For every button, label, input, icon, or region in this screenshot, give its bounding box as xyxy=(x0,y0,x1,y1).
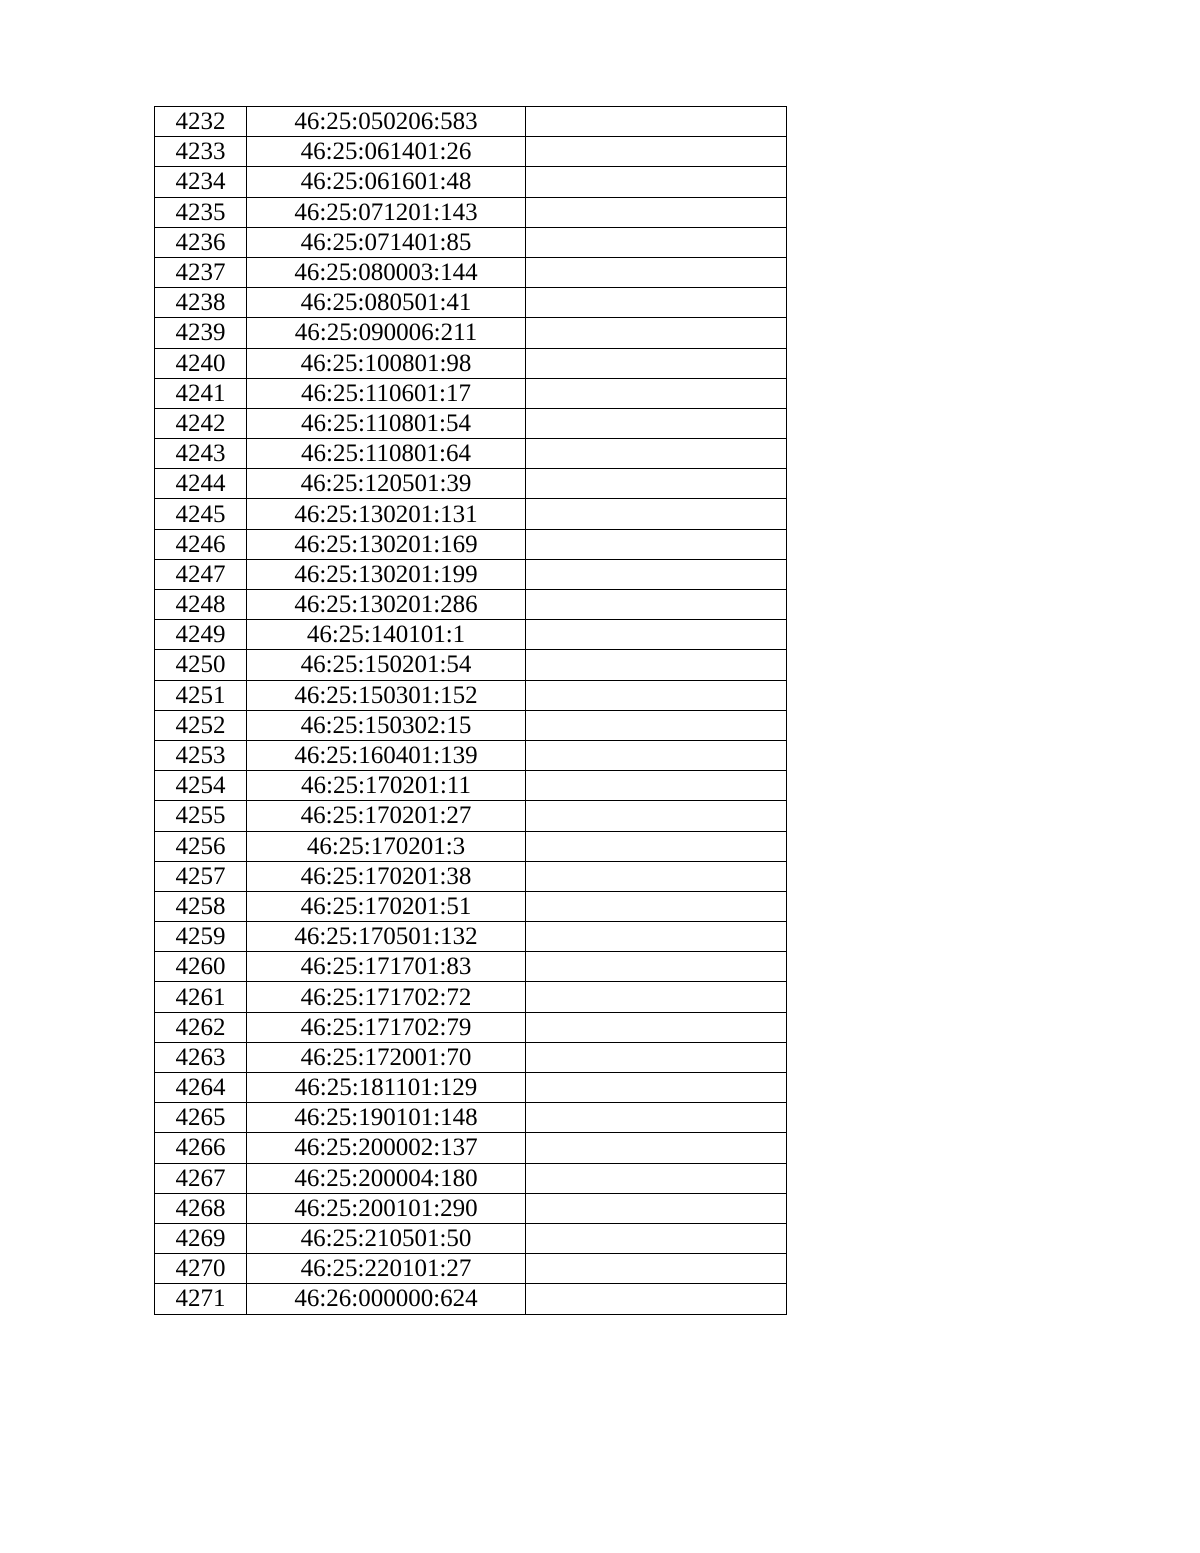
empty-note-cell xyxy=(526,167,787,197)
cadastral-number-cell: 46:25:130201:131 xyxy=(247,499,526,529)
row-number-cell: 4255 xyxy=(155,801,247,831)
row-number-cell: 4251 xyxy=(155,680,247,710)
table-row xyxy=(155,439,787,469)
cadastral-number-cell: 46:25:200004:180 xyxy=(247,1163,526,1193)
empty-note-cell xyxy=(526,529,787,559)
table-row xyxy=(155,1073,787,1103)
cadastral-number-cell: 46:25:140101:1 xyxy=(247,620,526,650)
cadastral-number-cell: 46:26:000000:624 xyxy=(247,1284,526,1314)
cadastral-number-cell: 46:25:090006:211 xyxy=(247,318,526,348)
row-number-cell: 4235 xyxy=(155,197,247,227)
empty-note-cell xyxy=(526,1133,787,1163)
cadastral-number-cell: 46:25:110801:64 xyxy=(247,439,526,469)
empty-note-cell xyxy=(526,952,787,982)
table-row xyxy=(155,348,787,378)
row-number-cell: 4271 xyxy=(155,1284,247,1314)
empty-note-cell xyxy=(526,1012,787,1042)
row-number-cell: 4265 xyxy=(155,1103,247,1133)
cadastral-number-cell: 46:25:130201:169 xyxy=(247,529,526,559)
row-number-cell: 4234 xyxy=(155,167,247,197)
cadastral-number-cell: 46:25:171702:79 xyxy=(247,1012,526,1042)
table-row xyxy=(155,831,787,861)
row-number-cell: 4245 xyxy=(155,499,247,529)
table-row xyxy=(155,650,787,680)
row-number-cell: 4262 xyxy=(155,1012,247,1042)
row-number-cell: 4249 xyxy=(155,620,247,650)
cadastral-number-cell: 46:25:170201:27 xyxy=(247,801,526,831)
table-row xyxy=(155,288,787,318)
row-number-cell: 4242 xyxy=(155,408,247,438)
empty-note-cell xyxy=(526,1073,787,1103)
table-row xyxy=(155,318,787,348)
table-row xyxy=(155,1193,787,1223)
cadastral-number-cell: 46:25:150302:15 xyxy=(247,710,526,740)
cadastral-register-table xyxy=(154,106,787,1315)
cadastral-number-cell: 46:25:160401:139 xyxy=(247,740,526,770)
empty-note-cell xyxy=(526,740,787,770)
cadastral-number-cell: 46:25:220101:27 xyxy=(247,1254,526,1284)
cadastral-number-cell: 46:25:171702:72 xyxy=(247,982,526,1012)
row-number-cell: 4264 xyxy=(155,1073,247,1103)
table-body xyxy=(155,107,787,1315)
row-number-cell: 4240 xyxy=(155,348,247,378)
empty-note-cell xyxy=(526,1193,787,1223)
table-row xyxy=(155,257,787,287)
cadastral-number-cell: 46:25:210501:50 xyxy=(247,1223,526,1253)
empty-note-cell xyxy=(526,439,787,469)
table-row xyxy=(155,469,787,499)
cadastral-number-cell: 46:25:071201:143 xyxy=(247,197,526,227)
empty-note-cell xyxy=(526,620,787,650)
empty-note-cell xyxy=(526,408,787,438)
row-number-cell: 4270 xyxy=(155,1254,247,1284)
row-number-cell: 4248 xyxy=(155,590,247,620)
empty-note-cell xyxy=(526,107,787,137)
row-number-cell: 4253 xyxy=(155,740,247,770)
table-row xyxy=(155,620,787,650)
table-row xyxy=(155,801,787,831)
row-number-cell: 4246 xyxy=(155,529,247,559)
cadastral-number-cell: 46:25:061601:48 xyxy=(247,167,526,197)
empty-note-cell xyxy=(526,197,787,227)
row-number-cell: 4267 xyxy=(155,1163,247,1193)
cadastral-number-cell: 46:25:170201:38 xyxy=(247,861,526,891)
empty-note-cell xyxy=(526,801,787,831)
empty-note-cell xyxy=(526,137,787,167)
empty-note-cell xyxy=(526,1103,787,1133)
row-number-cell: 4243 xyxy=(155,439,247,469)
table-row xyxy=(155,107,787,137)
empty-note-cell xyxy=(526,378,787,408)
row-number-cell: 4268 xyxy=(155,1193,247,1223)
table-row xyxy=(155,891,787,921)
empty-note-cell xyxy=(526,1223,787,1253)
row-number-cell: 4259 xyxy=(155,922,247,952)
table-row xyxy=(155,922,787,952)
row-number-cell: 4236 xyxy=(155,227,247,257)
row-number-cell: 4260 xyxy=(155,952,247,982)
empty-note-cell xyxy=(526,710,787,740)
cadastral-number-cell: 46:25:172001:70 xyxy=(247,1042,526,1072)
empty-note-cell xyxy=(526,1163,787,1193)
cadastral-number-cell: 46:25:110601:17 xyxy=(247,378,526,408)
empty-note-cell xyxy=(526,227,787,257)
table-row xyxy=(155,1223,787,1253)
row-number-cell: 4233 xyxy=(155,137,247,167)
table-row xyxy=(155,559,787,589)
cadastral-number-cell: 46:25:170201:3 xyxy=(247,831,526,861)
cadastral-number-cell: 46:25:080501:41 xyxy=(247,288,526,318)
empty-note-cell xyxy=(526,1042,787,1072)
table-row xyxy=(155,1103,787,1133)
table-row xyxy=(155,499,787,529)
empty-note-cell xyxy=(526,680,787,710)
empty-note-cell xyxy=(526,982,787,1012)
cadastral-number-cell: 46:25:100801:98 xyxy=(247,348,526,378)
cadastral-number-cell: 46:25:170501:132 xyxy=(247,922,526,952)
table-row xyxy=(155,590,787,620)
empty-note-cell xyxy=(526,348,787,378)
row-number-cell: 4247 xyxy=(155,559,247,589)
table-row xyxy=(155,197,787,227)
row-number-cell: 4257 xyxy=(155,861,247,891)
table-row xyxy=(155,378,787,408)
cadastral-number-cell: 46:25:110801:54 xyxy=(247,408,526,438)
table-row xyxy=(155,771,787,801)
cadastral-number-cell: 46:25:080003:144 xyxy=(247,257,526,287)
table-row xyxy=(155,710,787,740)
empty-note-cell xyxy=(526,318,787,348)
row-number-cell: 4239 xyxy=(155,318,247,348)
row-number-cell: 4232 xyxy=(155,107,247,137)
empty-note-cell xyxy=(526,650,787,680)
table-row xyxy=(155,740,787,770)
table-row xyxy=(155,1284,787,1314)
cadastral-number-cell: 46:25:200101:290 xyxy=(247,1193,526,1223)
cadastral-number-cell: 46:25:071401:85 xyxy=(247,227,526,257)
cadastral-number-cell: 46:25:061401:26 xyxy=(247,137,526,167)
empty-note-cell xyxy=(526,499,787,529)
table-row xyxy=(155,137,787,167)
row-number-cell: 4263 xyxy=(155,1042,247,1072)
table-row xyxy=(155,1133,787,1163)
cadastral-number-cell: 46:25:120501:39 xyxy=(247,469,526,499)
row-number-cell: 4241 xyxy=(155,378,247,408)
cadastral-number-cell: 46:25:150301:152 xyxy=(247,680,526,710)
table-row xyxy=(155,529,787,559)
cadastral-number-cell: 46:25:130201:286 xyxy=(247,590,526,620)
empty-note-cell xyxy=(526,257,787,287)
row-number-cell: 4237 xyxy=(155,257,247,287)
table-row xyxy=(155,1254,787,1284)
row-number-cell: 4258 xyxy=(155,891,247,921)
row-number-cell: 4250 xyxy=(155,650,247,680)
empty-note-cell xyxy=(526,288,787,318)
table-row xyxy=(155,227,787,257)
row-number-cell: 4261 xyxy=(155,982,247,1012)
table-row xyxy=(155,680,787,710)
row-number-cell: 4269 xyxy=(155,1223,247,1253)
table-row xyxy=(155,861,787,891)
cadastral-number-cell: 46:25:181101:129 xyxy=(247,1073,526,1103)
empty-note-cell xyxy=(526,771,787,801)
row-number-cell: 4244 xyxy=(155,469,247,499)
row-number-cell: 4254 xyxy=(155,771,247,801)
empty-note-cell xyxy=(526,831,787,861)
empty-note-cell xyxy=(526,861,787,891)
cadastral-number-cell: 46:25:190101:148 xyxy=(247,1103,526,1133)
empty-note-cell xyxy=(526,559,787,589)
cadastral-number-cell: 46:25:200002:137 xyxy=(247,1133,526,1163)
empty-note-cell xyxy=(526,1254,787,1284)
row-number-cell: 4238 xyxy=(155,288,247,318)
row-number-cell: 4256 xyxy=(155,831,247,861)
cadastral-number-cell: 46:25:171701:83 xyxy=(247,952,526,982)
row-number-cell: 4252 xyxy=(155,710,247,740)
empty-note-cell xyxy=(526,891,787,921)
empty-note-cell xyxy=(526,590,787,620)
table-row xyxy=(155,1163,787,1193)
cadastral-number-cell: 46:25:130201:199 xyxy=(247,559,526,589)
table-row xyxy=(155,167,787,197)
table-row xyxy=(155,982,787,1012)
table-row xyxy=(155,952,787,982)
cadastral-number-cell: 46:25:170201:51 xyxy=(247,891,526,921)
cadastral-number-cell: 46:25:150201:54 xyxy=(247,650,526,680)
table-row xyxy=(155,408,787,438)
table-row xyxy=(155,1042,787,1072)
table-row xyxy=(155,1012,787,1042)
cadastral-number-cell: 46:25:170201:11 xyxy=(247,771,526,801)
empty-note-cell xyxy=(526,469,787,499)
row-number-cell: 4266 xyxy=(155,1133,247,1163)
empty-note-cell xyxy=(526,922,787,952)
cadastral-number-cell: 46:25:050206:583 xyxy=(247,107,526,137)
empty-note-cell xyxy=(526,1284,787,1314)
